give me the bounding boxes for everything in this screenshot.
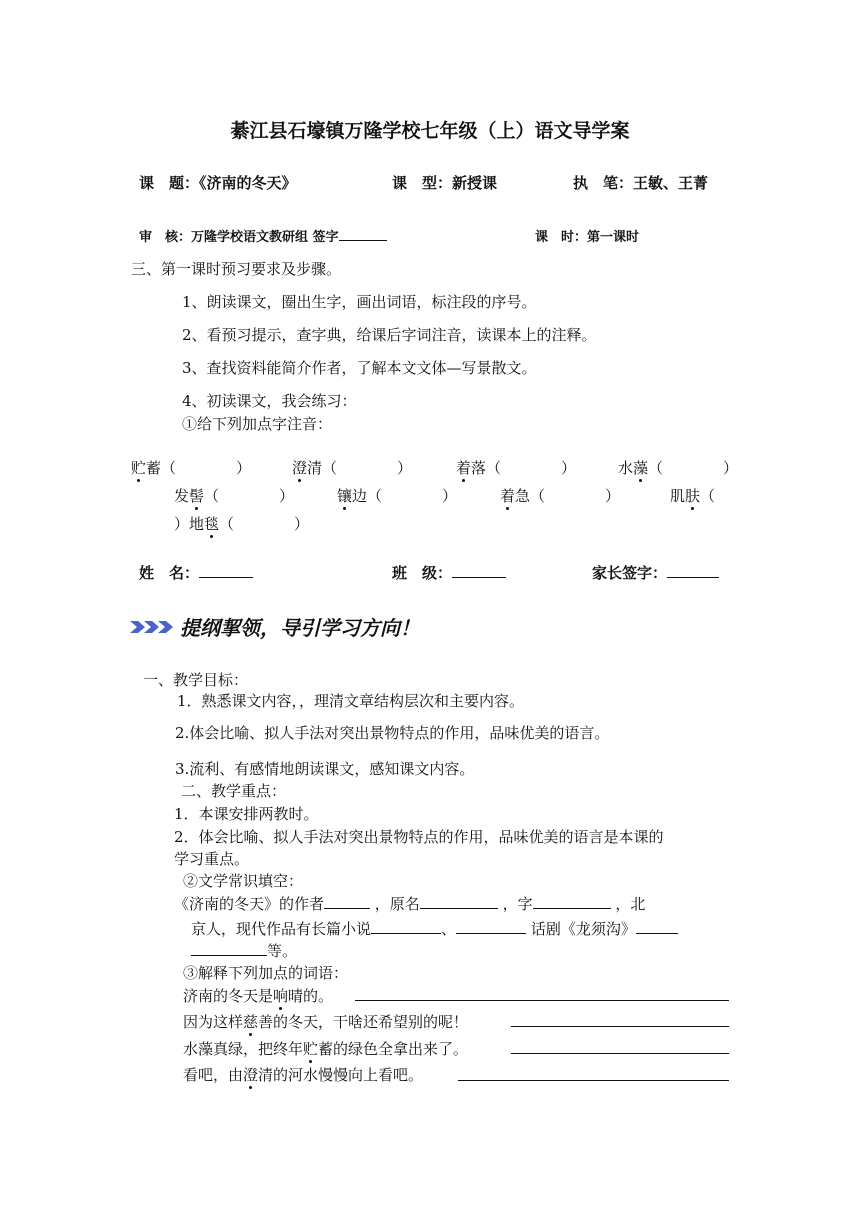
answer-line[interactable]	[511, 1053, 729, 1054]
triple-arrow-icon	[130, 618, 176, 636]
dotted-char: 着	[500, 487, 516, 505]
pinyin-item: 着落（ ）	[456, 459, 577, 477]
parent-blank[interactable]	[667, 563, 719, 578]
type-field	[392, 172, 497, 193]
dotted-char: 毯	[204, 515, 220, 533]
focus-1: 1．本课安排两教时。	[174, 805, 319, 823]
review-value: 万隆学校语文教研组 签字	[191, 230, 339, 245]
goals-heading: 一、教学目标：	[143, 671, 249, 689]
drama-blank[interactable]	[636, 919, 678, 934]
period-value: 第一课时	[587, 230, 640, 245]
answer-line[interactable]	[511, 1026, 729, 1027]
class-blank[interactable]	[452, 563, 506, 578]
pinyin-item: 着急（ ）	[500, 487, 621, 505]
answer-paren[interactable]: （ ）	[219, 515, 310, 533]
parent-label: 家长签字：	[592, 564, 668, 582]
preview-sub-1: ①给下列加点字注音：	[182, 415, 333, 433]
explain-heading: ③解释下列加点的词语：	[183, 964, 349, 982]
banner-text: 提纲挈领，导引学习方向！	[180, 616, 420, 640]
answer-paren[interactable]: （ ）	[648, 459, 739, 477]
literature-heading: ②文学常识填空：	[183, 872, 304, 890]
dotted-char: 慈	[243, 1013, 259, 1031]
topic-field	[139, 172, 297, 193]
section-banner	[130, 612, 420, 641]
explain-sentence-2: 因为这样慈善的冬天，干啥还希望别的呢！	[183, 1013, 469, 1031]
dotted-char: 响	[273, 987, 289, 1005]
name-blank[interactable]	[199, 563, 253, 578]
pinyin-item: ）地毯（ ）	[174, 515, 310, 533]
preview-step-2: 2、看预习提示，查字典，给课后字词注音，读课本上的注释。	[182, 326, 597, 344]
goal-1: 1．熟悉课文内容，，理清文章结构层次和主要内容。	[177, 692, 525, 710]
dotted-char: 贮	[131, 459, 147, 477]
answer-paren[interactable]: （ ）	[161, 459, 252, 477]
name-label: 姓 名：	[139, 564, 200, 582]
topic-label: 课 题：	[139, 174, 200, 192]
answer-line[interactable]	[355, 1000, 729, 1001]
goal-3: 3.流利、有感情地朗读课文，感知课文内容。	[175, 760, 475, 778]
period-field	[535, 226, 639, 245]
literature-line-2: 京人，现代作品有长篇小说 、 话剧《龙须沟》	[191, 918, 678, 939]
type-label: 课 型：	[392, 174, 453, 192]
other-works-blank[interactable]	[191, 941, 267, 956]
focus-2b: 学习重点。	[174, 850, 250, 868]
original-name-blank[interactable]	[420, 894, 498, 909]
pinyin-item: 发髻（ ）	[174, 487, 295, 505]
answer-paren[interactable]: （ ）	[367, 487, 458, 505]
pinyin-item: 肌肤（	[670, 487, 716, 505]
goal-2: 2.体会比喻、拟人手法对突出景物特点的作用，品味优美的语言。	[175, 724, 610, 742]
dotted-char: 镶	[337, 487, 353, 505]
dotted-char: 着	[456, 459, 472, 477]
pinyin-item: 贮蓄（ ）	[131, 459, 252, 477]
page-title: 綦江县石壕镇万隆学校七年级（上）语文导学案	[230, 120, 630, 142]
literature-line-3: 等。	[191, 940, 297, 961]
dotted-char: 肤	[685, 487, 701, 505]
dotted-char: 贮	[303, 1040, 319, 1058]
topic-value: 《济南的冬天》	[199, 174, 297, 192]
focus-2a: 2．体会比喻、拟人手法对突出景物特点的作用，品味优美的语言是本课的	[174, 828, 664, 846]
preview-step-1: 1、朗读课文，圈出生字，画出词语，标注段的序号。	[182, 293, 537, 311]
period-label: 课 时：	[535, 230, 588, 245]
focus-heading: 二、教学重点：	[181, 782, 287, 800]
author-blank[interactable]	[324, 894, 370, 909]
explain-sentence-4: 看吧，由澄清的河水慢慢向上看吧。	[183, 1066, 424, 1084]
pinyin-item: 水藻（ ）	[618, 459, 739, 477]
class-label: 班 级：	[392, 564, 453, 582]
dotted-char: 藻	[633, 459, 649, 477]
answer-paren[interactable]: （	[700, 487, 716, 505]
review-label: 审 核：	[139, 230, 192, 245]
author-field	[573, 172, 708, 193]
dotted-char: 澄	[243, 1066, 259, 1084]
type-value: 新授课	[452, 174, 498, 192]
literature-line-1: 《济南的冬天》的作者 ，原名 ，字 ，北	[174, 895, 646, 913]
answer-paren[interactable]: （ ）	[486, 459, 577, 477]
dotted-char: 澄	[292, 459, 308, 477]
novel-blank-1[interactable]	[371, 919, 441, 934]
answer-paren[interactable]: （ ）	[204, 487, 295, 505]
answer-paren[interactable]: （ ）	[530, 487, 621, 505]
student-name-field	[139, 562, 253, 583]
student-class-field	[392, 562, 506, 583]
dotted-char: 髻	[189, 487, 205, 505]
courtesy-name-blank[interactable]	[533, 894, 611, 909]
preview-step-3: 3、查找资料能简介作者，了解本文文体—写景散文。	[182, 359, 537, 377]
novel-blank-2[interactable]	[456, 919, 526, 934]
answer-paren[interactable]: （ ）	[322, 459, 413, 477]
pinyin-item: 镶边（ ）	[337, 487, 458, 505]
signature-blank[interactable]	[339, 226, 387, 241]
explain-sentence-1: 济南的冬天是响晴的。	[183, 987, 334, 1005]
parent-signature-field	[592, 562, 719, 583]
author-value: 王敏、王菁	[633, 174, 709, 192]
explain-sentence-3: 水藻真绿，把终年贮蓄的绿色全拿出来了。	[183, 1040, 469, 1058]
preview-heading: 三、第一课时预习要求及步骤。	[131, 260, 342, 278]
answer-line[interactable]	[458, 1080, 729, 1081]
review-field	[139, 226, 387, 245]
preview-step-4: 4、初读课文，我会练习：	[182, 392, 357, 410]
pinyin-item: 澄清（ ）	[292, 459, 413, 477]
author-label: 执 笔：	[573, 174, 634, 192]
